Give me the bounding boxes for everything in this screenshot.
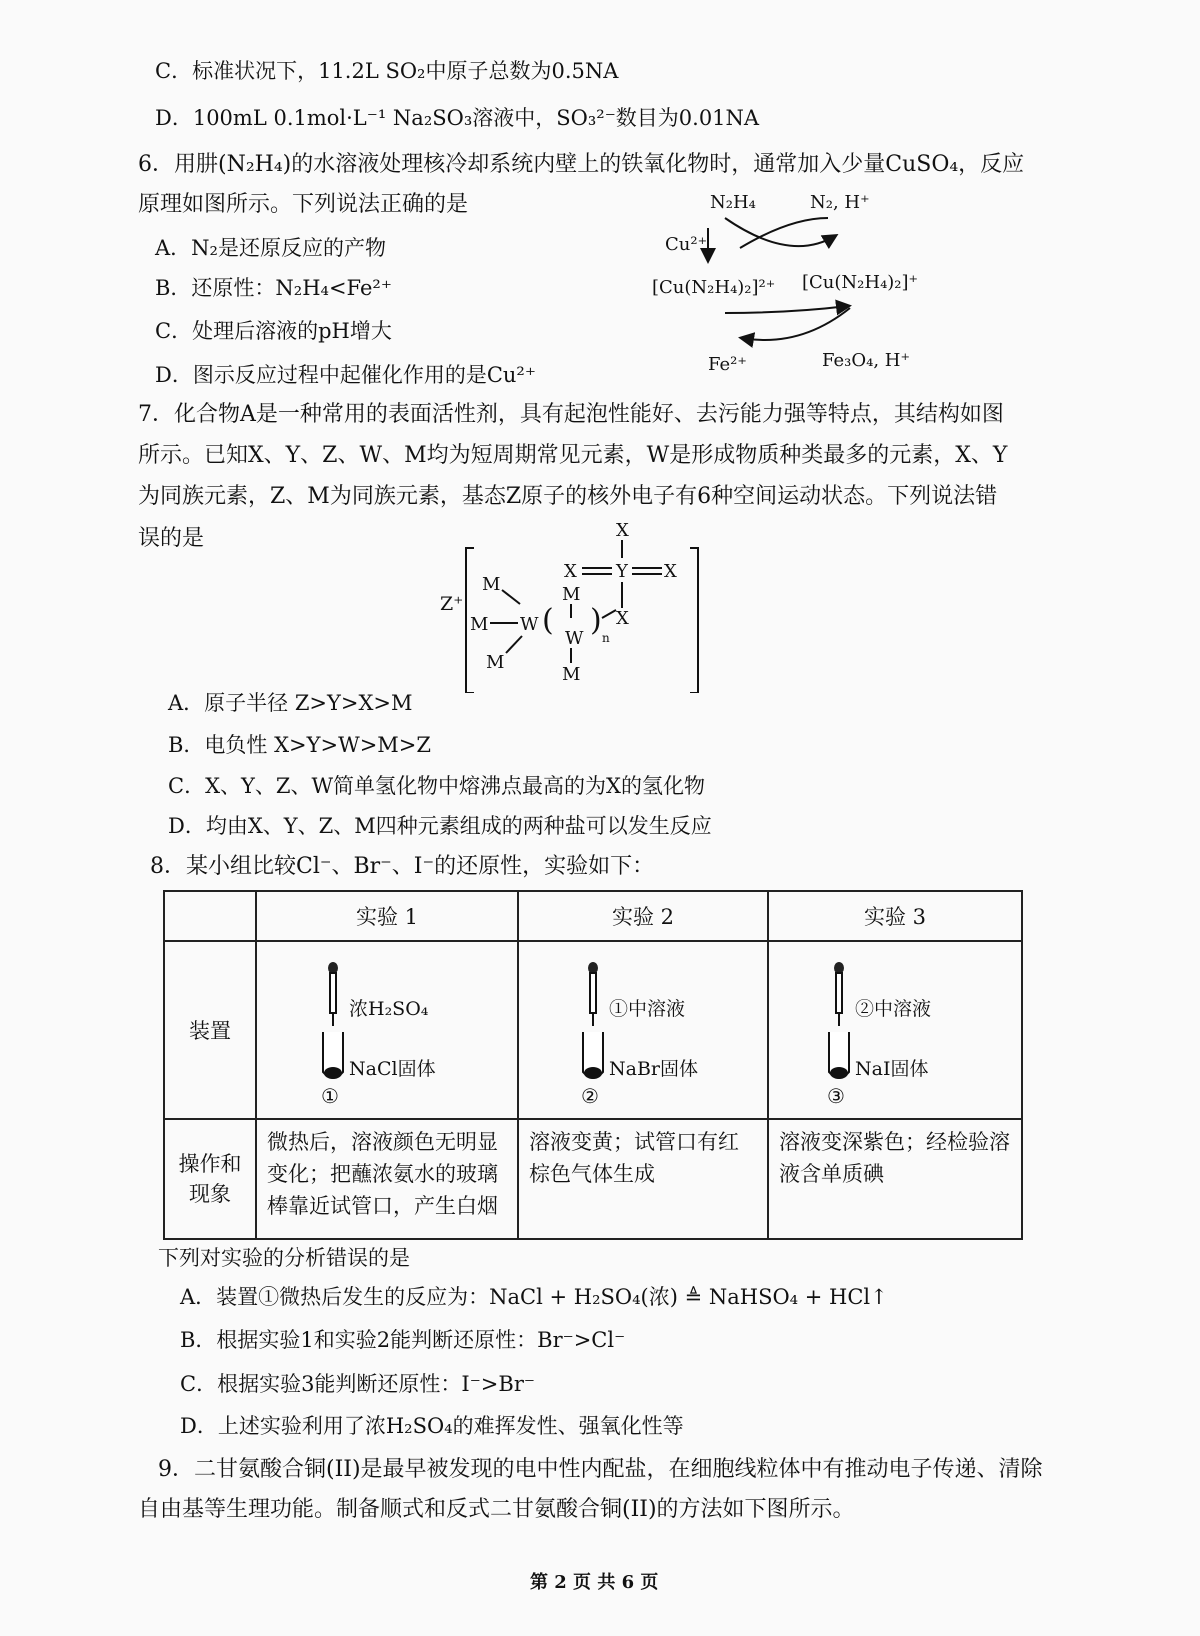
struct-x-top: X (616, 520, 629, 541)
q7-option-d: D．均由X、Y、Z、M四种元素组成的两种盐可以发生反应 (168, 814, 712, 838)
q7-option-b: B．电负性 X>Y>W>M>Z (168, 733, 431, 757)
diagram-fe2: Fe²⁺ (708, 354, 747, 375)
q9-stem-line1: 9．二甘氨酸合铜(II)是最早被发现的电中性内配盐，在细胞线粒体中有推动电子传递、清除 (158, 1457, 1043, 1482)
upper-arrow-right (725, 218, 835, 246)
struct-x-bottom: X (616, 608, 629, 629)
apparatus-2 (518, 941, 768, 1119)
row-label-apparatus: 装置 (164, 941, 256, 1119)
struct-x-right: X (664, 561, 677, 582)
struct-m2: M (470, 614, 489, 635)
diagram-complex-left: [Cu(N₂H₄)₂]²⁺ (652, 277, 776, 298)
tube-number-1: ① (321, 1084, 339, 1108)
q7-option-a: A．原子半径 Z>Y>X>M (168, 691, 413, 715)
table-header-exp2: 实验 2 (518, 891, 768, 941)
q9-stem-line2: 自由基等生理功能。制备顺式和反式二甘氨酸合铜(II)的方法如下图所示。 (138, 1497, 855, 1522)
q7-stem-line1: 7．化合物A是一种常用的表面活性剂，具有起泡性能好、去污能力强等特点，其结构如图 (138, 402, 1004, 427)
q6-option-c: C．处理后溶液的pH增大 (155, 319, 392, 343)
q8-option-c: C．根据实验3能判断还原性：I⁻>Br⁻ (180, 1372, 535, 1396)
q7-structure-diagram (440, 518, 730, 693)
paren-right: ) (590, 603, 602, 638)
apparatus-3 (768, 941, 1022, 1119)
solid-label-3: NaI固体 (855, 1058, 929, 1080)
q8-experiment-table (163, 890, 1023, 1240)
dropper-label-2: ①中溶液 (609, 998, 686, 1020)
struct-m4: M (562, 584, 581, 605)
q6-stem-line2: 原理如图所示。下列说法正确的是 (138, 192, 469, 217)
q8-option-a: A．装置①微热后发生的反应为：NaCl + H₂SO₄(浓) ≜ NaHSO₄ + HCl↑ (180, 1285, 888, 1309)
q8-option-d: D．上述实验利用了浓H₂SO₄的难挥发性、强氧化性等 (180, 1414, 684, 1438)
paren-left: ( (542, 603, 554, 638)
solid-label-2: NaBr固体 (609, 1058, 698, 1080)
observation-2: 溶液变黄；试管口有红棕色气体生成 (518, 1119, 768, 1239)
lower-arrow-right (725, 306, 848, 313)
q8-option-b: B．根据实验1和实验2能判断还原性：Br⁻>Cl⁻ (180, 1328, 626, 1352)
table-header-exp1: 实验 1 (256, 891, 518, 941)
q8-question: 下列对实验的分析错误的是 (158, 1246, 410, 1270)
q7-option-c: C．X、Y、Z、W简单氢化物中熔沸点最高的为X的氢化物 (168, 774, 706, 798)
page-footer: 第 2 页 共 6 页 (530, 1572, 659, 1593)
struct-y: Y (616, 561, 628, 582)
table-header-exp3: 实验 3 (768, 891, 1022, 941)
solid-label-1: NaCl固体 (349, 1058, 436, 1080)
struct-x-left: X (564, 561, 577, 582)
dropper-label-1: 浓H₂SO₄ (349, 998, 429, 1020)
bracket-right (690, 548, 698, 693)
diagram-n2h4: N₂H₄ (710, 192, 756, 213)
q7-stem-line2: 所示。已知X、Y、Z、W、M均为短周期常见元素，W是形成物质种类最多的元素，X、Y (138, 443, 1008, 468)
diagram-fe3o4: Fe₃O₄, H⁺ (822, 350, 910, 371)
q6-option-d: D．图示反应过程中起催化作用的是Cu²⁺ (155, 363, 536, 387)
q7-stem-line4: 误的是 (138, 526, 205, 551)
q5-option-c: C．标准状况下，11.2L SO₂中原子总数为0.5NA (155, 59, 619, 83)
diagram-complex-right: [Cu(N₂H₄)₂]⁺ (802, 272, 919, 293)
row-label-observation: 操作和现象 (164, 1119, 256, 1239)
diagram-n2-h: N₂, H⁺ (810, 192, 870, 213)
q8-stem: 8．某小组比较Cl⁻、Br⁻、I⁻的还原性，实验如下： (150, 854, 655, 879)
struct-z: Z⁺ (440, 593, 464, 615)
q7-stem-line3: 为同族元素，Z、M为同族元素，基态Z原子的核外电子有6种空间运动状态。下列说法错 (138, 484, 998, 509)
tube-number-2: ② (581, 1084, 599, 1108)
q6-reaction-diagram (650, 188, 940, 388)
q6-stem-line1: 6．用肼(N₂H₄)的水溶液处理核冷却系统内壁上的铁氧化物时，通常加入少量CuSO₄，反应 (138, 152, 1025, 177)
tube-number-3: ③ (827, 1084, 845, 1108)
struct-w1: W (520, 614, 539, 635)
struct-m3: M (486, 652, 505, 673)
q5-option-d: D．100mL 0.1mol·L⁻¹ Na₂SO₃溶液中，SO₃²⁻数目为0.01NA (155, 106, 760, 130)
apparatus-1 (256, 941, 518, 1119)
struct-n: n (602, 631, 610, 645)
observation-3: 溶液变深紫色；经检验溶液含单质碘 (768, 1119, 1022, 1239)
diagram-cu2: Cu²⁺ (665, 234, 708, 255)
observation-1: 微热后，溶液颜色无明显变化；把蘸浓氨水的玻璃棒靠近试管口，产生白烟 (256, 1119, 518, 1239)
q6-option-a: A．N₂是还原反应的产物 (155, 236, 386, 260)
struct-m5: M (562, 664, 581, 685)
struct-w2: W (565, 628, 584, 649)
dropper-label-3: ②中溶液 (855, 998, 932, 1020)
table-header-empty (164, 891, 256, 941)
struct-m1: M (482, 574, 501, 595)
q6-option-b: B．还原性：N₂H₄<Fe²⁺ (155, 276, 392, 300)
